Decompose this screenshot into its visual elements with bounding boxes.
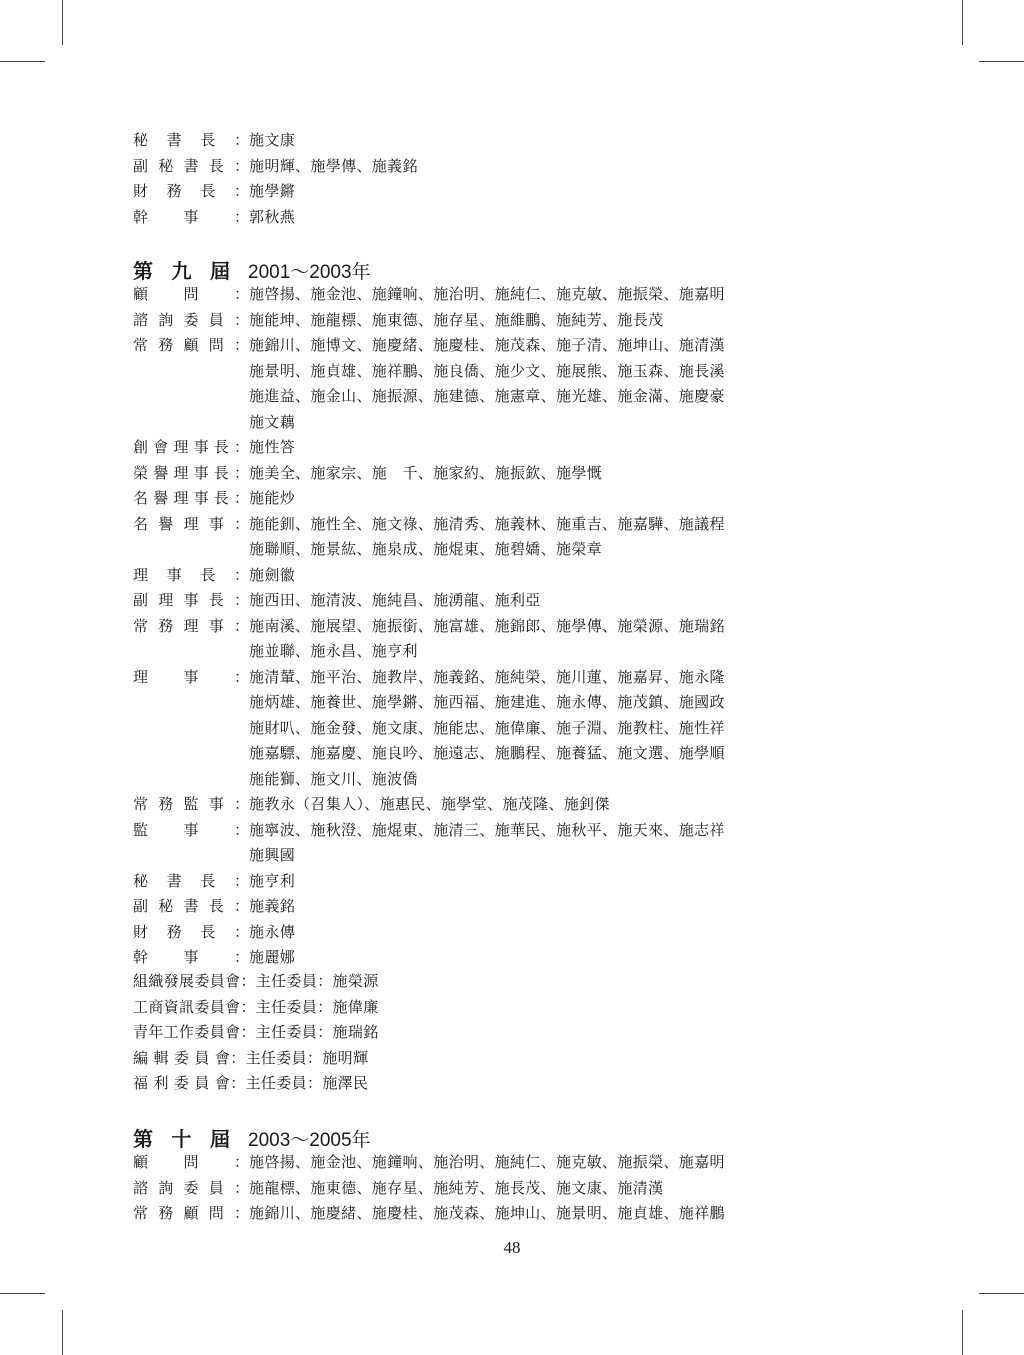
role-label: 名 譽 理 事 長 ： bbox=[133, 489, 249, 507]
roster-row bbox=[133, 128, 849, 154]
role-label: 常 務 理 事 ： bbox=[133, 616, 249, 635]
role-label: 秘 書 長 ： bbox=[133, 871, 249, 890]
roster-row bbox=[133, 308, 849, 334]
section-rows bbox=[133, 1150, 849, 1227]
page-number: 48 bbox=[503, 1238, 521, 1257]
crop-mark bbox=[962, 1310, 963, 1355]
roster-row bbox=[133, 512, 849, 563]
name-line: 施文康 bbox=[249, 131, 296, 149]
name-line: 施能釧、施性全、施文祿、施清秀、施義林、施重吉、施嘉驊、施議程 bbox=[249, 514, 725, 533]
role-label: 榮 譽 理 事 長 ： bbox=[133, 463, 249, 482]
member-names bbox=[249, 435, 849, 461]
committee-line: 編 輯 委 員 會：主任委員：施明輝 bbox=[133, 1048, 369, 1067]
member-names bbox=[249, 920, 849, 946]
role-label: 常 務 監 事 ： bbox=[133, 795, 249, 813]
roster-row bbox=[133, 486, 849, 512]
role-label: 常 務 顧 問 ： bbox=[133, 1204, 249, 1222]
role-label: 財 務 長 ： bbox=[133, 182, 249, 200]
member-names bbox=[249, 894, 849, 920]
roster-row bbox=[133, 563, 849, 589]
name-line: 施聯順、施景紘、施泉成、施焜東、施碧嬌、施榮章 bbox=[249, 540, 603, 558]
roster-row bbox=[133, 435, 849, 461]
roster-row bbox=[133, 920, 849, 946]
roster-row bbox=[133, 1201, 849, 1227]
role-label: 理 事 長 ： bbox=[133, 565, 249, 584]
roster-row bbox=[133, 665, 849, 793]
roster-row bbox=[133, 333, 849, 435]
role-label: 顧 問 ： bbox=[133, 285, 249, 303]
crop-mark bbox=[62, 0, 63, 45]
member-names bbox=[249, 128, 849, 154]
member-names bbox=[249, 614, 849, 665]
name-line: 施西田、施清波、施純昌、施湧龍、施利亞 bbox=[249, 591, 541, 609]
name-line: 施南溪、施展望、施振銜、施富雄、施錦郎、施學傳、施榮源、施瑞銘 bbox=[249, 616, 725, 635]
name-line: 施寧波、施秋澄、施焜東、施清三、施華民、施秋平、施天來、施志祥 bbox=[249, 820, 725, 839]
crop-mark bbox=[0, 1293, 45, 1294]
committee-line: 組織發展委員會：主任委員：施榮源 bbox=[133, 972, 379, 990]
role-label: 秘 書 長 ： bbox=[133, 131, 249, 149]
name-line: 施美全、施家宗、施 千、施家約、施振欽、施學慨 bbox=[249, 463, 603, 482]
role-label: 副 秘 書 長 ： bbox=[133, 897, 249, 915]
name-line: 施龍標、施東德、施存星、施純芳、施長茂、施文康、施清漢 bbox=[249, 1178, 664, 1197]
roster-row bbox=[133, 818, 849, 869]
crop-mark bbox=[979, 1293, 1024, 1294]
name-line: 施能炒 bbox=[249, 489, 296, 507]
name-line: 施能坤、施龍標、施東德、施存星、施維鵬、施純芳、施長茂 bbox=[249, 310, 664, 329]
role-label: 副 秘 書 長 ： bbox=[133, 156, 249, 175]
roster-row bbox=[133, 792, 849, 818]
name-line: 施景明、施貞雄、施祥鵬、施良僑、施少文、施展熊、施玉森、施長溪 bbox=[249, 361, 725, 380]
name-line: 郭秋燕 bbox=[249, 207, 296, 226]
name-line: 施義銘 bbox=[249, 897, 296, 915]
top-block bbox=[133, 128, 849, 230]
name-line: 施啓揚、施金池、施鐘响、施治明、施純仁、施克敏、施振榮、施嘉明 bbox=[249, 285, 725, 303]
committee-line: 工商資訊委員會：主任委員：施偉廉 bbox=[133, 997, 379, 1016]
member-names bbox=[249, 818, 849, 869]
name-line: 施亨利 bbox=[249, 871, 296, 890]
committee-line: 青年工作委員會：主任委員：施瑞銘 bbox=[133, 1023, 379, 1041]
member-names bbox=[249, 179, 849, 205]
name-line: 施並聯、施永昌、施亨利 bbox=[249, 642, 418, 660]
role-label: 監 事 ： bbox=[133, 820, 249, 839]
role-label: 幹 事 ： bbox=[133, 948, 249, 966]
roster-row bbox=[133, 1176, 849, 1202]
name-line: 施炳雄、施養世、施學鏘、施西福、施建進、施永傳、施茂鎮、施國政 bbox=[249, 693, 725, 711]
role-label: 幹 事 ： bbox=[133, 207, 249, 226]
member-names bbox=[249, 1176, 849, 1202]
roster-row bbox=[133, 614, 849, 665]
roster-row bbox=[133, 1150, 849, 1176]
member-names bbox=[249, 588, 849, 614]
role-label: 創 會 理 事 長 ： bbox=[133, 438, 249, 456]
section-rows bbox=[133, 282, 849, 971]
role-label: 副 理 事 長 ： bbox=[133, 591, 249, 609]
member-names bbox=[249, 1201, 849, 1227]
member-names bbox=[249, 665, 849, 793]
crop-mark bbox=[979, 61, 1024, 62]
name-line: 施財叭、施金發、施文康、施能忠、施偉廉、施子淵、施教柱、施性祥 bbox=[249, 718, 725, 737]
roster-row bbox=[133, 894, 849, 920]
section-title: 第 九 屆 bbox=[133, 259, 230, 283]
roster-row bbox=[133, 461, 849, 487]
section-years: 2003～2005年 bbox=[248, 1130, 371, 1151]
member-names bbox=[249, 945, 849, 971]
name-line: 施劍徽 bbox=[249, 565, 296, 584]
member-names bbox=[249, 792, 849, 818]
member-names bbox=[249, 282, 849, 308]
committee-list bbox=[133, 969, 379, 1097]
member-names bbox=[249, 205, 849, 231]
role-label: 財 務 長 ： bbox=[133, 922, 249, 941]
name-line: 施錦川、施博文、施慶緒、施慶桂、施茂森、施子清、施坤山、施清漢 bbox=[249, 336, 725, 354]
role-label: 諮 詢 委 員 ： bbox=[133, 310, 249, 329]
name-line: 施能獅、施文川、施波僑 bbox=[249, 769, 418, 788]
member-names bbox=[249, 461, 849, 487]
name-line: 施嘉驃、施嘉慶、施良吟、施遠志、施鵬程、施養猛、施文選、施學順 bbox=[249, 744, 725, 762]
section-years: 2001～2003年 bbox=[248, 262, 371, 283]
role-label: 理 事 ： bbox=[133, 667, 249, 686]
roster-row bbox=[133, 588, 849, 614]
role-label: 常 務 顧 問 ： bbox=[133, 336, 249, 354]
member-names bbox=[249, 869, 849, 895]
committee-line: 福 利 委 員 會：主任委員：施澤民 bbox=[133, 1074, 369, 1092]
name-line: 施麗娜 bbox=[249, 948, 296, 966]
member-names bbox=[249, 308, 849, 334]
roster-row bbox=[133, 945, 849, 971]
name-line: 施教永（召集人）、施惠民、施學堂、施茂隆、施釗傑 bbox=[249, 795, 610, 813]
member-names bbox=[249, 154, 849, 180]
role-label: 諮 詢 委 員 ： bbox=[133, 1178, 249, 1197]
member-names bbox=[249, 563, 849, 589]
name-line: 施性答 bbox=[249, 438, 296, 456]
member-names bbox=[249, 486, 849, 512]
name-line: 施明輝、施學傳、施義銘 bbox=[249, 156, 418, 175]
role-label: 顧 問 ： bbox=[133, 1153, 249, 1171]
crop-mark bbox=[962, 0, 963, 45]
crop-mark bbox=[0, 61, 45, 62]
name-line: 施學鏘 bbox=[249, 182, 296, 200]
name-line: 施清輦、施平治、施教岸、施義銘、施純榮、施川蓮、施嘉昇、施永隆 bbox=[249, 667, 725, 686]
member-names bbox=[249, 333, 849, 435]
member-names bbox=[249, 512, 849, 563]
roster-row bbox=[133, 869, 849, 895]
name-line: 施興國 bbox=[249, 846, 296, 864]
roster-row bbox=[133, 154, 849, 180]
member-names bbox=[249, 1150, 849, 1176]
role-label: 名 譽 理 事 ： bbox=[133, 514, 249, 533]
name-line: 施進益、施金山、施振源、施建德、施憲章、施光雄、施金滿、施慶豪 bbox=[249, 387, 725, 405]
section-title: 第 十 屆 bbox=[133, 1127, 230, 1151]
name-line: 施啓揚、施金池、施鐘响、施治明、施純仁、施克敏、施振榮、施嘉明 bbox=[249, 1153, 725, 1171]
crop-mark bbox=[62, 1310, 63, 1355]
roster-row bbox=[133, 179, 849, 205]
name-line: 施永傳 bbox=[249, 922, 296, 941]
name-line: 施文藕 bbox=[249, 412, 296, 431]
name-line: 施錦川、施慶緒、施慶桂、施茂森、施坤山、施景明、施貞雄、施祥鵬 bbox=[249, 1204, 725, 1222]
roster-row bbox=[133, 282, 849, 308]
roster-row bbox=[133, 205, 849, 231]
